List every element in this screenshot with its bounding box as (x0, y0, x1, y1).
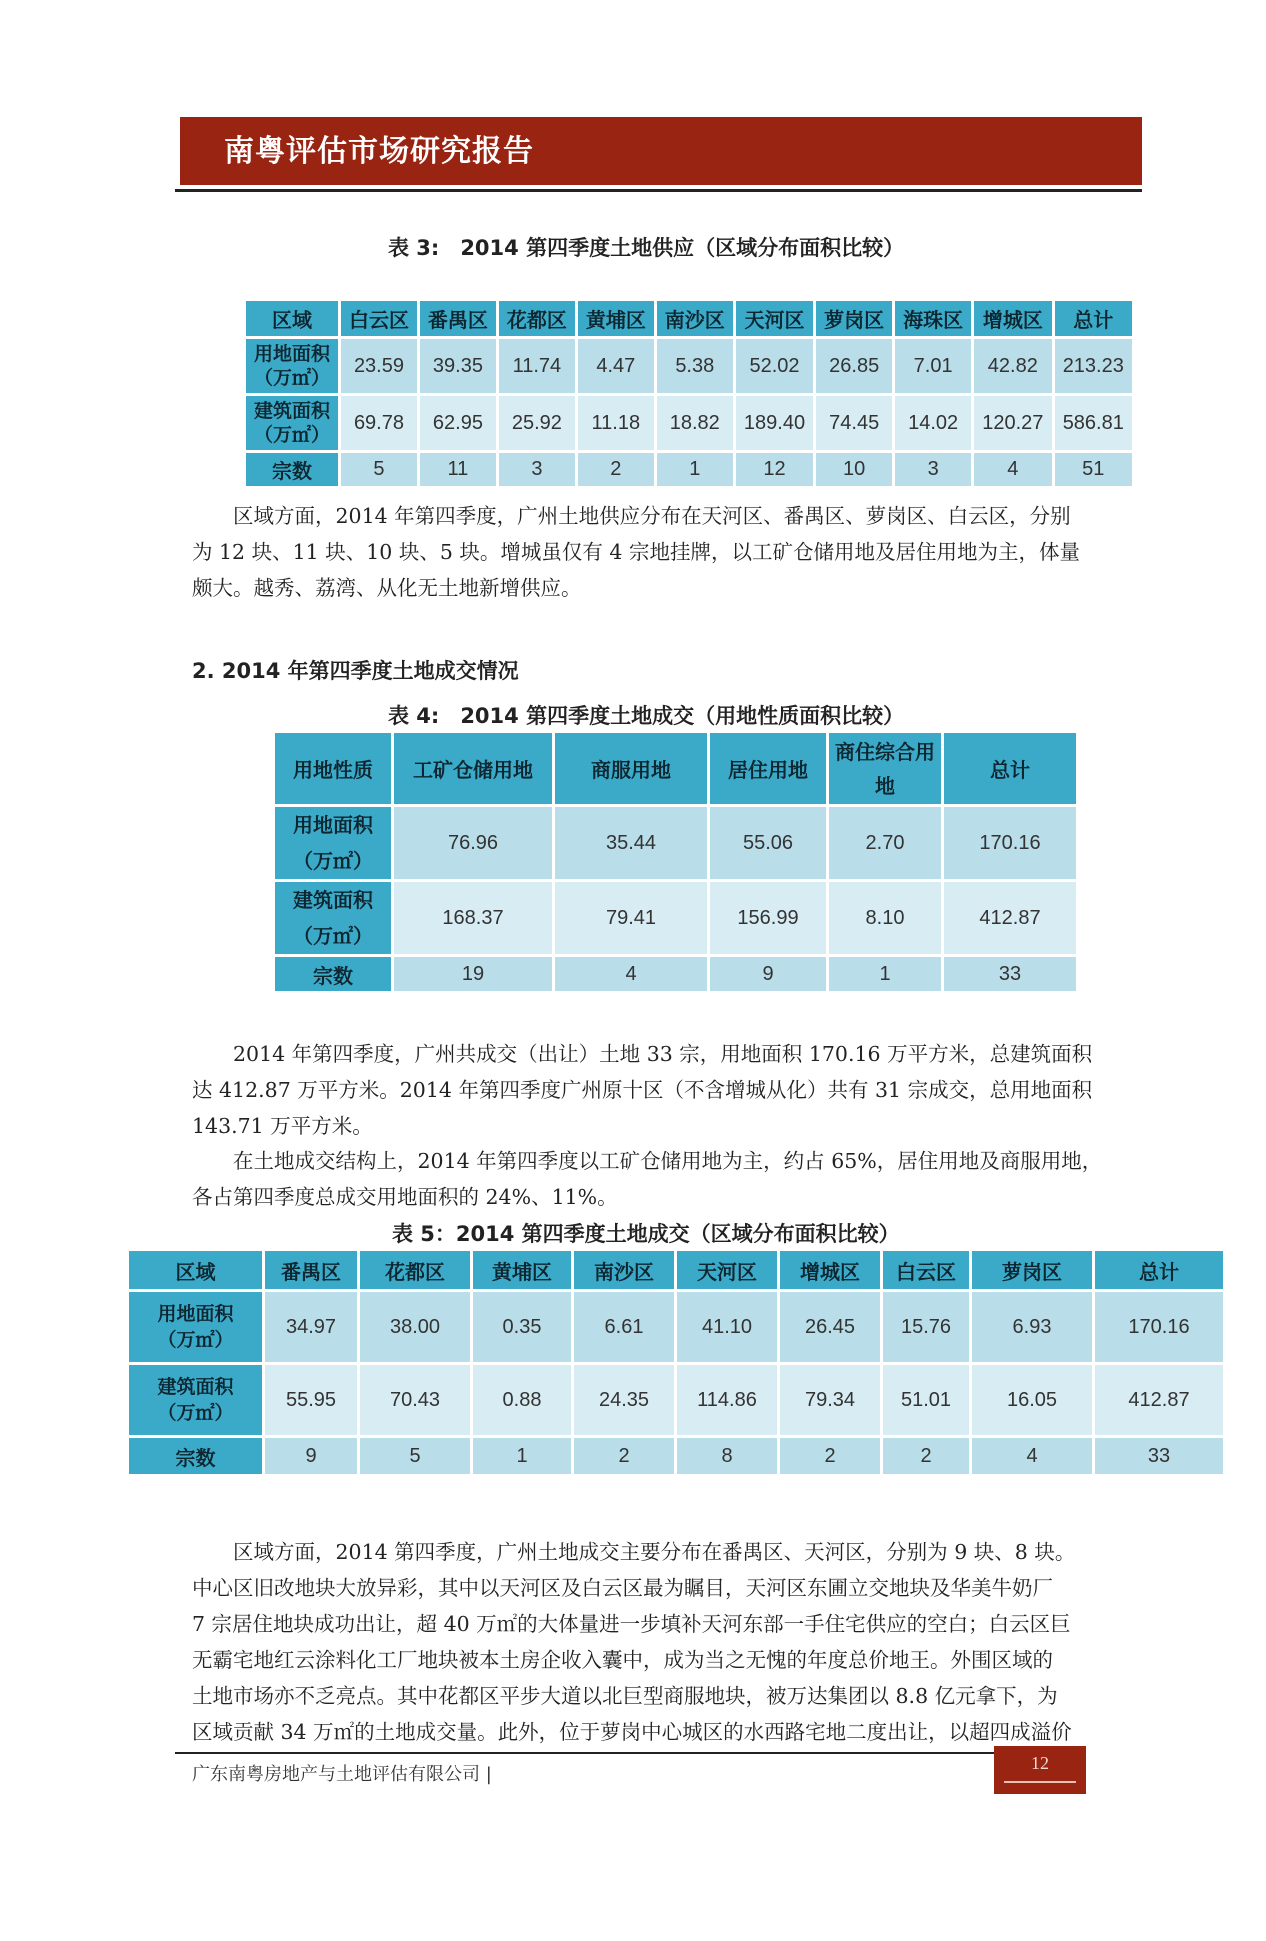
table5-header-cell: 黄埔区 (473, 1251, 571, 1289)
row-label-line2: （万㎡） (253, 424, 330, 446)
paragraph-line: 土地市场亦不乏亮点。其中花都区平步大道以北巨型商服地块，被万达集团以 8.8 亿元拿下，为 (192, 1684, 1058, 1708)
table-cell: 39.35 (420, 339, 496, 393)
table-cell: 69.78 (341, 396, 417, 450)
table4-header-cell (829, 733, 941, 804)
table5-caption: 表 5：2014 第四季度土地成交（区域分布面积比较） (392, 1222, 900, 1246)
table-cell: 16.05 (972, 1365, 1092, 1435)
table-cell: 33 (944, 957, 1076, 991)
table-cell: 18.82 (657, 396, 733, 450)
section-heading: 2. 2014 年第四季度土地成交情况 (192, 659, 519, 683)
paragraph-transaction-region (192, 1534, 1075, 1750)
table3-row-label: 宗数 (246, 453, 338, 486)
paragraph-line: 区域方面，2014 年第四季度，广州土地供应分布在天河区、番禺区、萝岗区、白云区，分别 (192, 504, 1071, 528)
table4 (272, 730, 1079, 994)
table-cell: 170.16 (1095, 1292, 1223, 1362)
table-cell: 3 (499, 453, 575, 486)
table-row (129, 1365, 1223, 1435)
table4-header-cell: 居住用地 (710, 733, 826, 804)
table-cell: 586.81 (1055, 396, 1132, 450)
table-cell: 5 (341, 453, 417, 486)
row-label-line2: （万㎡） (253, 367, 330, 389)
table-cell: 189.40 (736, 396, 813, 450)
table4-row-label (275, 882, 391, 954)
paragraph-line: 各占第四季度总成交用地面积的 24%、11%。 (192, 1185, 618, 1209)
table-row (246, 453, 1132, 486)
row-label-line2: （万㎡） (157, 1329, 234, 1351)
table-cell: 76.96 (394, 807, 552, 879)
table-cell: 8.10 (829, 882, 941, 954)
report-title: 南粤评估市场研究报告 (224, 134, 534, 169)
table3-header-cell: 番禺区 (420, 301, 496, 336)
table4-header-cell: 用地性质 (275, 733, 391, 804)
table-cell: 42.82 (974, 339, 1051, 393)
table3-header-cell: 南沙区 (657, 301, 733, 336)
table-cell: 120.27 (974, 396, 1051, 450)
table-cell: 55.06 (710, 807, 826, 879)
table-cell: 12 (736, 453, 813, 486)
table-cell: 23.59 (341, 339, 417, 393)
table-cell: 114.86 (677, 1365, 777, 1435)
row-label-line1: 建筑面积 (253, 400, 330, 422)
table3-row-label (246, 339, 338, 393)
row-label-line2: （万㎡） (293, 849, 373, 873)
paragraph-line: 为 12 块、11 块、10 块、5 块。增城虽仅有 4 宗地挂牌，以工矿仓储用地及居住用地为主，体量 (192, 540, 1080, 564)
table-cell: 51 (1055, 453, 1132, 486)
table5-header-cell: 增城区 (780, 1251, 880, 1289)
table5-header-cell: 总计 (1095, 1251, 1223, 1289)
table3-header-cell: 总计 (1055, 301, 1132, 336)
paragraph-line: 达 412.87 万平方米。2014 年第四季度广州原十区（不含增城从化）共有 31 宗成交，总用地面积 (192, 1078, 1093, 1102)
table-cell: 168.37 (394, 882, 552, 954)
table3-header-cell: 天河区 (736, 301, 813, 336)
table-cell: 33 (1095, 1438, 1223, 1474)
paragraph-line: 在土地成交结构上，2014 年第四季度以工矿仓储用地为主，约占 65%，居住用地及商服用地， (192, 1149, 1103, 1173)
table-cell: 0.35 (473, 1292, 571, 1362)
table4-row-label: 宗数 (275, 957, 391, 991)
table-cell: 2 (780, 1438, 880, 1474)
table3-caption: 表 3: 2014 第四季度土地供应（区域分布面积比较） (388, 236, 905, 260)
table-cell: 7.01 (895, 339, 971, 393)
table-cell: 8 (677, 1438, 777, 1474)
table-cell: 24.35 (574, 1365, 674, 1435)
paragraph-transaction-structure (192, 1143, 1102, 1215)
table-cell: 4 (555, 957, 707, 991)
table-cell: 62.95 (420, 396, 496, 450)
table-row (275, 957, 1076, 991)
table-cell: 11.74 (499, 339, 575, 393)
paragraph-line: 7 宗居住地块成功出让，超 40 万㎡的大体量进一步填补天河东部一手住宅供应的空白；白云区巨 (192, 1612, 1071, 1636)
row-label-line1: 建筑面积 (293, 888, 373, 912)
table-cell: 19 (394, 957, 552, 991)
table5-row-label (129, 1292, 262, 1362)
table-cell: 79.34 (780, 1365, 880, 1435)
table-cell: 1 (829, 957, 941, 991)
table-row (129, 1292, 1223, 1362)
table-cell: 26.85 (816, 339, 892, 393)
table3-header-cell: 白云区 (341, 301, 417, 336)
table-cell: 0.88 (473, 1365, 571, 1435)
table-cell: 6.61 (574, 1292, 674, 1362)
table-cell: 10 (816, 453, 892, 486)
table5-header-cell: 萝岗区 (972, 1251, 1092, 1289)
table-cell: 3 (895, 453, 971, 486)
table-cell: 25.92 (499, 396, 575, 450)
paragraph-line: 中心区旧改地块大放异彩，其中以天河区及白云区最为瞩目，天河区东圃立交地块及华美牛奶厂 (192, 1576, 1053, 1600)
paragraph-line: 143.71 万平方米。 (192, 1114, 373, 1138)
table4-header-row (275, 733, 1076, 804)
page-number: 12 (1031, 1753, 1049, 1773)
header-divider (175, 189, 1142, 192)
row-label-line1: 用地面积 (157, 1303, 234, 1325)
table-row (246, 396, 1132, 450)
table-cell: 41.10 (677, 1292, 777, 1362)
table-row (275, 882, 1076, 954)
table5-header-cell: 番禺区 (265, 1251, 357, 1289)
paragraph-line: 无霸宅地红云涂料化工厂地块被本土房企收入囊中，成为当之无愧的年度总价地王。外围区域的 (192, 1648, 1053, 1672)
table-cell: 412.87 (944, 882, 1076, 954)
table-cell: 11 (420, 453, 496, 486)
table3-row-label (246, 396, 338, 450)
paragraph-line: 区域方面，2014 第四季度，广州土地成交主要分布在番禺区、天河区，分别为 9 块、8 块。 (192, 1540, 1076, 1564)
table5-row-label: 宗数 (129, 1438, 262, 1474)
paragraph-line: 区域贡献 34 万㎡的土地成交量。此外，位于萝岗中心城区的水西路宅地二度出让，以超四成溢价 (192, 1720, 1072, 1744)
table5-header-cell: 白云区 (883, 1251, 969, 1289)
table5-header-row (129, 1251, 1223, 1289)
row-label-line2: （万㎡） (157, 1402, 234, 1424)
table-cell: 5 (360, 1438, 470, 1474)
table-cell: 55.95 (265, 1365, 357, 1435)
table4-header-cell: 商服用地 (555, 733, 707, 804)
table5-header-cell: 天河区 (677, 1251, 777, 1289)
table5-header-cell: 南沙区 (574, 1251, 674, 1289)
table-row (129, 1438, 1223, 1474)
table-cell: 9 (710, 957, 826, 991)
table-cell: 1 (657, 453, 733, 486)
table3-header-cell: 海珠区 (895, 301, 971, 336)
table-cell: 2 (578, 453, 654, 486)
table4-caption: 表 4: 2014 第四季度土地成交（用地性质面积比较） (388, 704, 905, 728)
paragraph-transaction-summary (192, 1036, 1092, 1144)
table-cell: 156.99 (710, 882, 826, 954)
table-cell: 14.02 (895, 396, 971, 450)
table-row (275, 807, 1076, 879)
table-cell: 2 (574, 1438, 674, 1474)
table4-row-label (275, 807, 391, 879)
table-cell: 4 (974, 453, 1051, 486)
table3-header-cell: 增城区 (974, 301, 1051, 336)
table-cell: 79.41 (555, 882, 707, 954)
table-cell: 51.01 (883, 1365, 969, 1435)
table-cell: 5.38 (657, 339, 733, 393)
table-row (246, 339, 1132, 393)
row-label-line1: 建筑面积 (157, 1376, 234, 1398)
table-cell: 1 (473, 1438, 571, 1474)
table-cell: 412.87 (1095, 1365, 1223, 1435)
paragraph-line: 2014 年第四季度，广州共成交（出让）土地 33 宗，用地面积 170.16 万平方米，总建筑面积 (192, 1042, 1093, 1066)
table3-header-cell: 萝岗区 (816, 301, 892, 336)
table4-header-cell: 工矿仓储用地 (394, 733, 552, 804)
table-cell: 70.43 (360, 1365, 470, 1435)
footer-company: 广东南粤房地产与土地评估有限公司 | (192, 1764, 492, 1785)
table-cell: 38.00 (360, 1292, 470, 1362)
table5 (126, 1248, 1226, 1477)
row-label-line2: （万㎡） (293, 924, 373, 948)
page-number-underline (1004, 1781, 1076, 1783)
table-cell: 4.47 (578, 339, 654, 393)
table4-header-cell: 总计 (944, 733, 1076, 804)
table-cell: 11.18 (578, 396, 654, 450)
row-label-line1: 用地面积 (293, 813, 373, 837)
row-label-line1: 用地面积 (253, 343, 330, 365)
paragraph-line: 颇大。越秀、荔湾、从化无土地新增供应。 (192, 576, 582, 600)
table3-header-row (246, 301, 1132, 336)
table3 (243, 298, 1135, 489)
table-cell: 15.76 (883, 1292, 969, 1362)
table5-header-cell: 花都区 (360, 1251, 470, 1289)
table5-header-cell: 区域 (129, 1251, 262, 1289)
table-cell: 4 (972, 1438, 1092, 1474)
table-cell: 2 (883, 1438, 969, 1474)
table-cell: 6.93 (972, 1292, 1092, 1362)
table3-header-cell: 花都区 (499, 301, 575, 336)
table-cell: 52.02 (736, 339, 813, 393)
paragraph-supply-region (192, 498, 1080, 606)
table-cell: 26.45 (780, 1292, 880, 1362)
header-line2: 地 (875, 773, 895, 798)
table-cell: 2.70 (829, 807, 941, 879)
table3-header-cell: 区域 (246, 301, 338, 336)
table-cell: 74.45 (816, 396, 892, 450)
table-cell: 34.97 (265, 1292, 357, 1362)
table-cell: 170.16 (944, 807, 1076, 879)
table-cell: 213.23 (1055, 339, 1132, 393)
table-cell: 35.44 (555, 807, 707, 879)
footer-divider (175, 1752, 995, 1754)
header-line1: 商住综合用 (835, 739, 935, 764)
table3-header-cell: 黄埔区 (578, 301, 654, 336)
table-cell: 9 (265, 1438, 357, 1474)
table5-row-label (129, 1365, 262, 1435)
